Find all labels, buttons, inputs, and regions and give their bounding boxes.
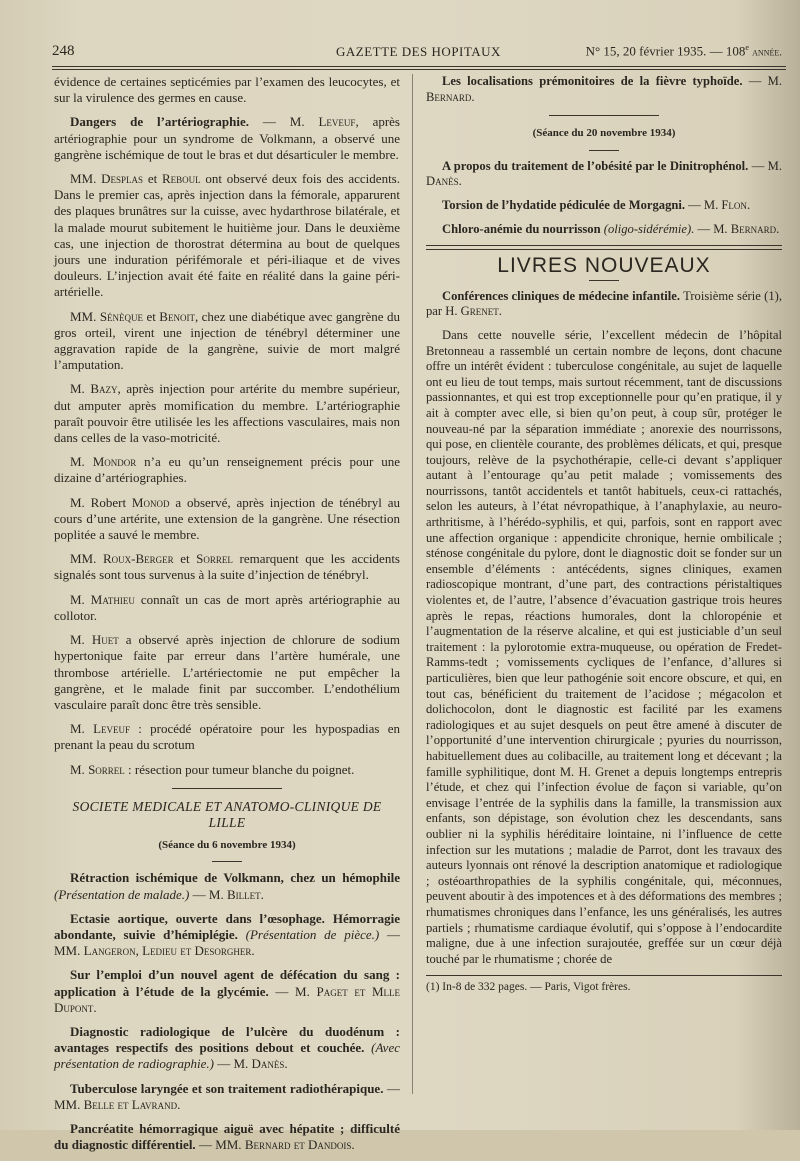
footnote: (1) In-8 de 332 pages. — Paris, Vigot frères.: [426, 981, 631, 994]
entry: Tuberculose laryngée et son traitement radiothérapique. — MM. Belle et Lavrand.: [54, 1080, 400, 1112]
book-review: Dans cette nouvelle série, l’excellent médecin de l’hôpital Bretonneau a rassemblé un certain nombre de leçons, dont chacune offre un intérêt évident : tuberculose congénitale, au sujet de laquelle ont eu lieu de tout temps, mais surtout récemment, tant de discussions passionnantes, et qui est trop exceptionnelle pour qu’en pratique, il y ait à compter avec elle, si bien qu’on peut, à coup sûr, protéger le nouveau-né par la séparation immédiate ; anorexie des nourrissons, qui pose, en clientèle courante, des problèmes délicats, et qui, presque toujours, relève de la psychothérapie, celle-ci devant s’appliquer autant à l’entourage qu’au petit malade ; vomissements des nourrissons, tantôt accidentels et tantôt habituels, ceux-ci rattachés, selon les auteurs, à l’état névropathique, à l’anaphylaxie, au neuro-arthritisme, à l’hérédo-syphilis, et qui, parfois, sont en rapport avec une affection organique : appendicite chronique, hernie ombilicale ; sténose congénitale du pylore, dont le diagnostic doit se fonder sur un ensemble d’éléments : antécédents, signes cliniques, examen radioscopique montrant, d’une part, des contractions péristaltiques violentes et, de l’autre, l’absence d’évacuation gastrique trois heures après le repas, réactions humorales, dont la chloropénie et l’augmentation de la réserve alcaline, et qui est justiciable d’un seul traitement : la pylorotomie extra-muqueuse, ou opération de Fredet-Ramms-tedt ; vomissements cycliques de l’enfance, d’allures si particulières, bien que leur pathogénie soit encore obscure, et qui, en tout cas, bénéficient du traitement de l’acidose ; mégacolon et dolichocolon, dont le diagnostic est facilité par les examens radiologiques et au sujet desquels on peut être amené à discuter de l’opportunité d’une intervention chirurgicale ; pyuries du nourrisson, habituellement dues au colibacille, au traitement long et décevant ; la famille syphilitique, dont M. H. Grenet a depuis longtemps entrepris l’étude, et chez qui l’infection évolue de façon si variable, qu’on envisage l’entrée de la syphilis dans la famille, la transmission aux enfants, son dépistage, son évolution chez les descendants, sans oublier ni la syphilis héréditaire lointaine, ni l’influence de cette infection sur les mutations ; maladie de Parrot, dont les travaux des auteurs lyonnais ont rénové la description anatomique et radiologique ; ostéoarthropathies de la syphilis congénitale, qui, méconnues, peuvent aboutir à des impotences et à des déformations des membres ; rhumatismes chroniques dans l’enfance, les uns généralisés, les autres partiels ; rhumatisme cardiaque évolutif, qui s’oppose à l’endocardite maligne, due à une infection surajoutée, greffée sur un cœur déjà touché par le rhumatisme ; chorée de: [426, 327, 782, 966]
entry: Sur l’emploi d’un nouvel agent de défécation du sang : application à l’étude de la glycémie. — M. Paget et Mlle Dupont.: [54, 967, 400, 1015]
entry: A propos du traitement de l’obésité par le Dinitrophénol. — M. Danès.: [426, 158, 782, 189]
section-heading-livres: LIVRES NOUVEAUX: [497, 254, 711, 278]
entry: Ectasie aortique, ouverte dans l’œsophage. Hémorragie abondante, suivie d’hémiplégie. (Présentation de pièce.) — MM. Langeron, Ledieu et Desorgher.: [54, 910, 401, 959]
paragraph: M. Huet a observé après injection de chlorure de sodium hypertonique faite par erreur dans l’artère humérale, une thrombose artérielle. L’artériectomie ne put empêcher la gangrène, et le malade finit par succomber. L’endothélium vasculaire paraît donc être très sensible.: [54, 632, 401, 712]
column-divider: [412, 74, 413, 1094]
paragraph: Dangers de l’artériographie. — M. Leveuf, après artériographie pour un syndrome de Volkmann, a observé une gangrène ischémique de tout le bras et dut désarticuler le membre.: [54, 114, 400, 162]
paragraph: M. Robert Monod a observé, après injection de ténébryl au cours d’une artérite, une extension de la gangrène. Une résection poplitée a sauvé le membre.: [54, 494, 400, 543]
society-title: SOCIETE MEDICALE ET ANATOMO-CLINIQUE DE LILLE: [72, 798, 382, 830]
section-rule: [172, 788, 282, 789]
journal-title: GAZETTE DES HOPITAUX: [336, 44, 501, 59]
book-title: Conférences cliniques de médecine infantile. Troisième série (1), par H. Grenet.: [426, 288, 782, 319]
page-header: [52, 38, 786, 64]
paragraph: MM. Desplas et Reboul ont observé deux fois des accidents. Dans le premier cas, après injection dans la fémorale, apparurent des plaques brunâtres sur la cuisse, avec hydarthrose bilatérale, et la malade mourut subitement le huitième jour. Dans le deuxième cas, une injection de thorostrat détermina au bout de quelques jours une induration périfémorale et péri-iliaque et de vives douleurs. L’injection avait été faite en réalité dans la gaine péri-artérielle.: [54, 171, 400, 300]
header-rule-2: [52, 69, 786, 70]
paragraph: MM. Roux-Berger et Sorrel remarquent que les accidents signalés sont tous survenus à la suite d’injection de ténébryl.: [54, 551, 400, 583]
right-column: [426, 74, 782, 996]
seance-date: (Séance du 6 novembre 1934): [158, 839, 296, 852]
footnote-rule: [426, 975, 782, 976]
paragraph: M. Mondor n’a eu qu’un renseignement précis pour une dizaine d’artériographies.: [54, 454, 400, 486]
entry: Pancréatite hémorragique aiguë avec hépatite ; difficulté du diagnostic différentiel. — MM. Bernard et Dandois.: [54, 1120, 400, 1153]
page-number: 248: [52, 43, 75, 59]
section-rule: [549, 115, 659, 116]
small-rule: [589, 150, 619, 151]
paragraph: M. Mathieu connaît un cas de mort après artériographie au collotor.: [54, 591, 400, 623]
paragraph: évidence de certaines septicémies par l’examen des leucocytes, et sur la virulence des germes en cause.: [54, 74, 400, 106]
entry: Chloro-anémie du nourrisson (oligo-sidérémie). — M. Bernard.: [442, 221, 780, 236]
seance-date: (Séance du 20 novembre 1934): [532, 127, 676, 140]
paragraph: M. Bazy, après injection pour artérite du membre supérieur, dut amputer après momification du membre. L’artériographie paraît pouvoir être utilisée les les affections vasculaires, mais non dans celles de la vaso-motricité.: [54, 381, 400, 446]
small-rule: [212, 861, 242, 862]
small-rule: [589, 280, 619, 281]
paragraph: MM. Sénèque et Benoit, chez une diabétique avec gangrène du gros orteil, virent une injection de ténébryl déterminer une aggravation rapide de la gangrène, suivie de mort malgré l’amputation.: [54, 308, 400, 373]
paragraph: M. Leveuf : procédé opératoire pour les hypospadias en prenant la peau du scrotum: [54, 721, 400, 753]
double-rule: [426, 245, 782, 250]
header-rule: [52, 66, 786, 67]
entry: Diagnostic radiologique de l’ulcère du duodénum : avantages respectifs des positions debout et couchée. (Avec présentation de radiographie.) — M. Danès.: [54, 1023, 400, 1072]
paragraph: M. Sorrel : résection pour tumeur blanche du poignet.: [70, 761, 355, 777]
entry: Rétraction ischémique de Volkmann, chez un hémophile (Présentation de malade.) — M. Billet.: [54, 870, 400, 902]
entry: Torsion de l’hydatide pédiculée de Morgagni. — M. Flon.: [442, 197, 751, 212]
entry: Les localisations prémonitoires de la fièvre typhoïde. — M. Bernard.: [426, 74, 782, 104]
left-column: [54, 74, 400, 1161]
issue-info: N° 15, 20 février 1935. — 108e année.: [585, 43, 782, 59]
